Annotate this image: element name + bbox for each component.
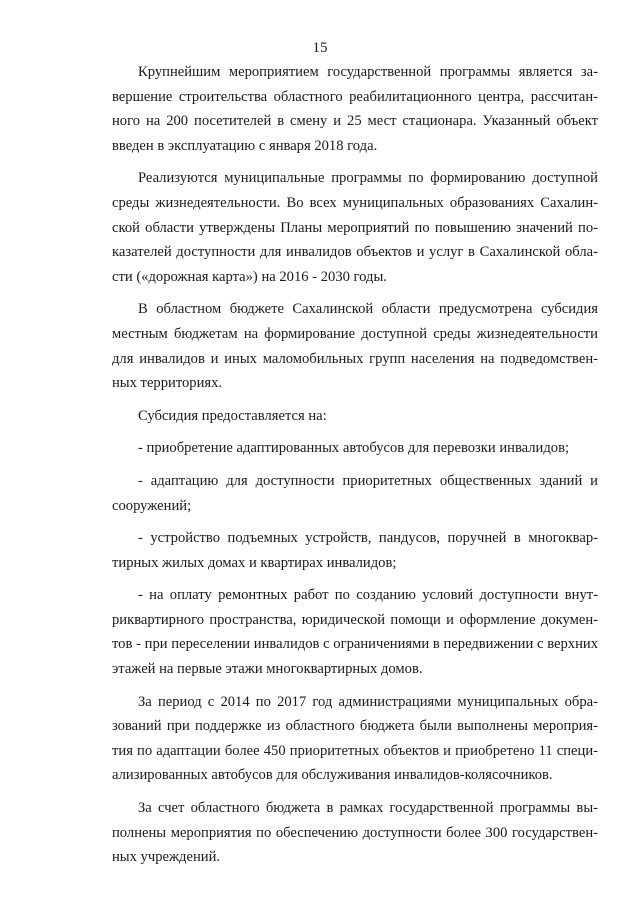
body-text xyxy=(112,60,598,878)
text-line: За счет областного бюджета в рамках государственной программы вы- xyxy=(138,800,598,817)
text-line: ской области утверждены Планы мероприятий по повышению значений по- xyxy=(112,219,598,236)
paragraph xyxy=(112,583,598,681)
paragraph xyxy=(112,469,598,518)
text-line: тирных жилых домах и квартирах инвалидов; xyxy=(112,554,397,571)
text-line: ных учреждений. xyxy=(112,849,221,866)
text-line: ного на 200 посетителей в смену и 25 мест стационара. Указанный объект xyxy=(112,113,598,130)
paragraph xyxy=(112,60,598,158)
text-line: вершение строительства областного реабилитационного центра, рассчитан- xyxy=(112,88,598,105)
text-line: сооружений; xyxy=(112,497,192,514)
paragraph xyxy=(112,404,598,429)
text-line: среды жизнедеятельности. Во всех муниципальных образованиях Сахалин- xyxy=(112,194,598,211)
paragraph xyxy=(112,436,598,461)
text-line: введен в эксплуатацию с января 2018 года. xyxy=(112,137,378,154)
paragraph xyxy=(112,796,598,870)
text-line: - приобретение адаптированных автобусов для перевозки инвалидов; xyxy=(138,440,570,457)
text-line: - на оплату ремонтных работ по созданию условий доступности внут- xyxy=(138,587,598,604)
text-line: ализированных автобусов для обслуживания инвалидов-колясочников. xyxy=(112,767,553,784)
text-line: тия по адаптации более 450 приоритетных объектов и приобретено 11 специ- xyxy=(112,742,598,759)
paragraph xyxy=(112,166,598,289)
text-line: казателей доступности для инвалидов объектов и услуг в Сахалинской обла- xyxy=(112,244,598,261)
text-line: риквартирного пространства, юридической помощи и оформление докумен- xyxy=(112,611,598,628)
page-number: 15 xyxy=(312,40,328,56)
text-line: Крупнейшим мероприятием государственной программы является за- xyxy=(138,64,598,80)
text-line: Субсидия предоставляется на: xyxy=(138,407,327,424)
text-line: зований при поддержке из областного бюджета были выполнены мероприя- xyxy=(112,718,598,735)
text-line: сти («дорожная карта») на 2016 - 2030 годы. xyxy=(112,268,387,285)
text-line: местным бюджетам на формирование доступной среды жизнедеятельности xyxy=(112,325,598,342)
text-line: этажей на первые этажи многоквартирных домов. xyxy=(112,661,423,678)
paragraph xyxy=(112,526,598,575)
text-line: полнены мероприятия по обеспечению доступности более 300 государствен- xyxy=(112,824,598,841)
paragraph xyxy=(112,690,598,788)
text-line: ных территориях. xyxy=(112,375,223,392)
text-line: - устройство подъемных устройств, пандусов, поручней в многоквар- xyxy=(138,530,598,547)
text-line: тов - при переселении инвалидов с ограничениями в передвижении с верхних xyxy=(112,636,598,653)
text-line: За период с 2014 по 2017 год администрациями муниципальных обра- xyxy=(138,693,598,710)
text-line: - адаптацию для доступности приоритетных общественных зданий и xyxy=(138,472,598,489)
paragraph xyxy=(112,297,598,395)
text-line: Реализуются муниципальные программы по формированию доступной xyxy=(138,170,598,187)
text-line: для инвалидов и иных маломобильных групп населения на подведомствен- xyxy=(112,350,598,367)
text-line: В областном бюджете Сахалинской области предусмотрена субсидия xyxy=(138,301,598,318)
